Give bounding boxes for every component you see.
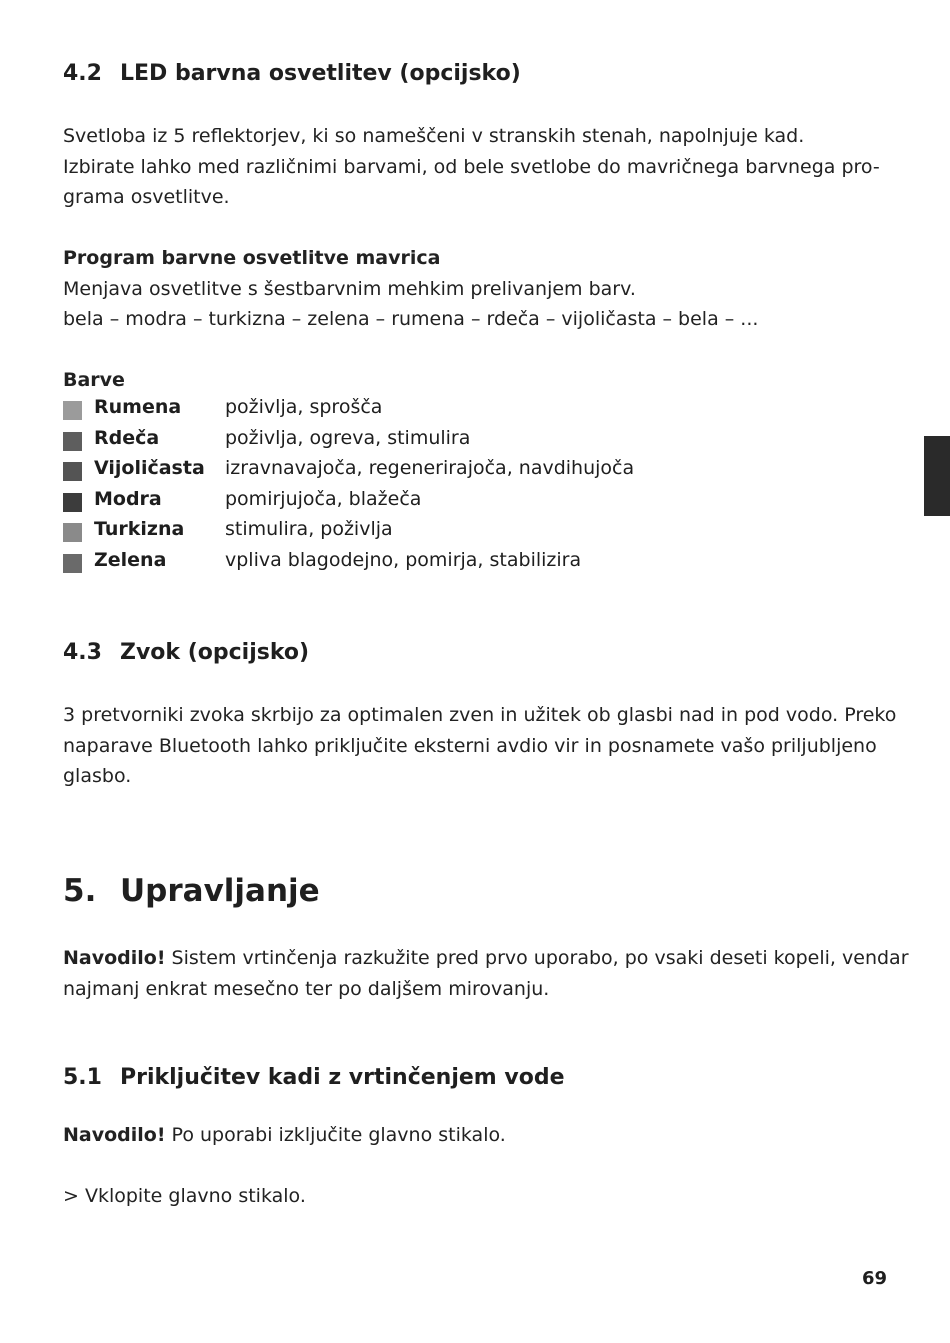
paragraph-line: naparave Bluetooth lahko priključite eksterni avdio vir in posnamete vašo priljubljeno: [63, 734, 877, 757]
program-line: Menjava osvetlitve s šestbarvnim mehkim prelivanjem barv.: [63, 277, 636, 300]
paragraph-line: Svetloba iz 5 reflektorjev, ki so nameščeni v stranskih stenah, napolnjuje kad.: [63, 125, 805, 147]
note-text: najmanj enkrat mesečno ter po daljšem mirovanju.: [63, 977, 550, 1000]
color-swatch: [63, 432, 82, 451]
page-number: 69: [862, 1268, 888, 1289]
color-description: pomirjujoča, blažeča: [225, 487, 422, 510]
color-row-zelena: [63, 549, 763, 579]
section-number: 4.2: [63, 61, 102, 86]
section-number: 4.3: [63, 640, 102, 665]
color-row-turkizna: [63, 518, 763, 548]
color-swatch: [63, 523, 82, 542]
color-description: poživlja, sprošča: [225, 396, 383, 418]
colors-heading: Barve: [63, 369, 125, 391]
color-swatch: [63, 493, 82, 512]
paragraph-line: glasbo.: [63, 765, 132, 787]
chapter-5-heading: [63, 873, 320, 909]
chapter-5-note: [63, 943, 909, 1004]
note-label: Navodilo!: [63, 1124, 166, 1146]
note-text: Sistem vrtinčenja razkužite pred prvo uporabo, po vsaki deseti kopeli, vendar: [165, 947, 909, 969]
section-4-2-paragraph: [63, 121, 880, 213]
color-name: Turkizna: [94, 518, 185, 540]
section-title: Zvok (opcijsko): [120, 640, 310, 665]
color-description: izravnavajoča, regenerirajoča, navdihujoča: [225, 457, 635, 479]
section-title: LED barvna osvetlitev (opcijsko): [120, 61, 521, 86]
color-name: Vijoličasta: [94, 457, 205, 479]
section-title: Priključitev kadi z vrtinčenjem vode: [120, 1065, 565, 1090]
note-text: Po uporabi izključite glavno stikalo.: [165, 1124, 506, 1146]
color-list: [63, 396, 763, 581]
color-description: vpliva blagodejno, pomirja, stabilizira: [225, 548, 582, 571]
color-swatch: [63, 554, 82, 573]
paragraph-line: grama osvetlitve.: [63, 186, 230, 208]
color-description: stimulira, poživlja: [225, 518, 393, 540]
color-name: Modra: [94, 487, 162, 510]
color-row-rdeca: [63, 427, 763, 457]
color-swatch: [63, 401, 82, 420]
section-5-1-note: [63, 1120, 506, 1151]
chapter-thumb-tab: [924, 436, 950, 516]
color-name: Rdeča: [94, 426, 160, 449]
program-block: [63, 243, 758, 335]
section-5-1-heading: [63, 1065, 565, 1090]
program-heading: Program barvne osvetlitve mavrica: [63, 247, 441, 269]
chapter-number: 5.: [63, 873, 97, 909]
color-description: poživlja, ogreva, stimulira: [225, 426, 471, 449]
step-item: > Vklopite glavno stikalo.: [63, 1185, 306, 1207]
section-4-2-heading: [63, 61, 521, 86]
color-name: Rumena: [94, 396, 182, 418]
paragraph-line: Izbirate lahko med različnimi barvami, od bele svetlobe do mavričnega barvnega pro-: [63, 155, 880, 178]
color-name: Zelena: [94, 548, 167, 571]
color-row-modra: [63, 488, 763, 518]
color-row-vijolicasta: [63, 457, 763, 487]
section-number: 5.1: [63, 1065, 102, 1090]
color-row-rumena: [63, 396, 763, 426]
section-4-3-heading: [63, 640, 309, 665]
note-label: Navodilo!: [63, 947, 166, 969]
chapter-title: Upravljanje: [120, 873, 320, 909]
section-4-3-paragraph: [63, 700, 896, 792]
color-swatch: [63, 462, 82, 481]
paragraph-line: 3 pretvorniki zvoka skrbijo za optimalen zven in užitek ob glasbi nad in pod vodo. Preko: [63, 704, 897, 726]
program-line: bela – modra – turkizna – zelena – rumena – rdeča – vijoličasta – bela – ...: [63, 308, 759, 330]
